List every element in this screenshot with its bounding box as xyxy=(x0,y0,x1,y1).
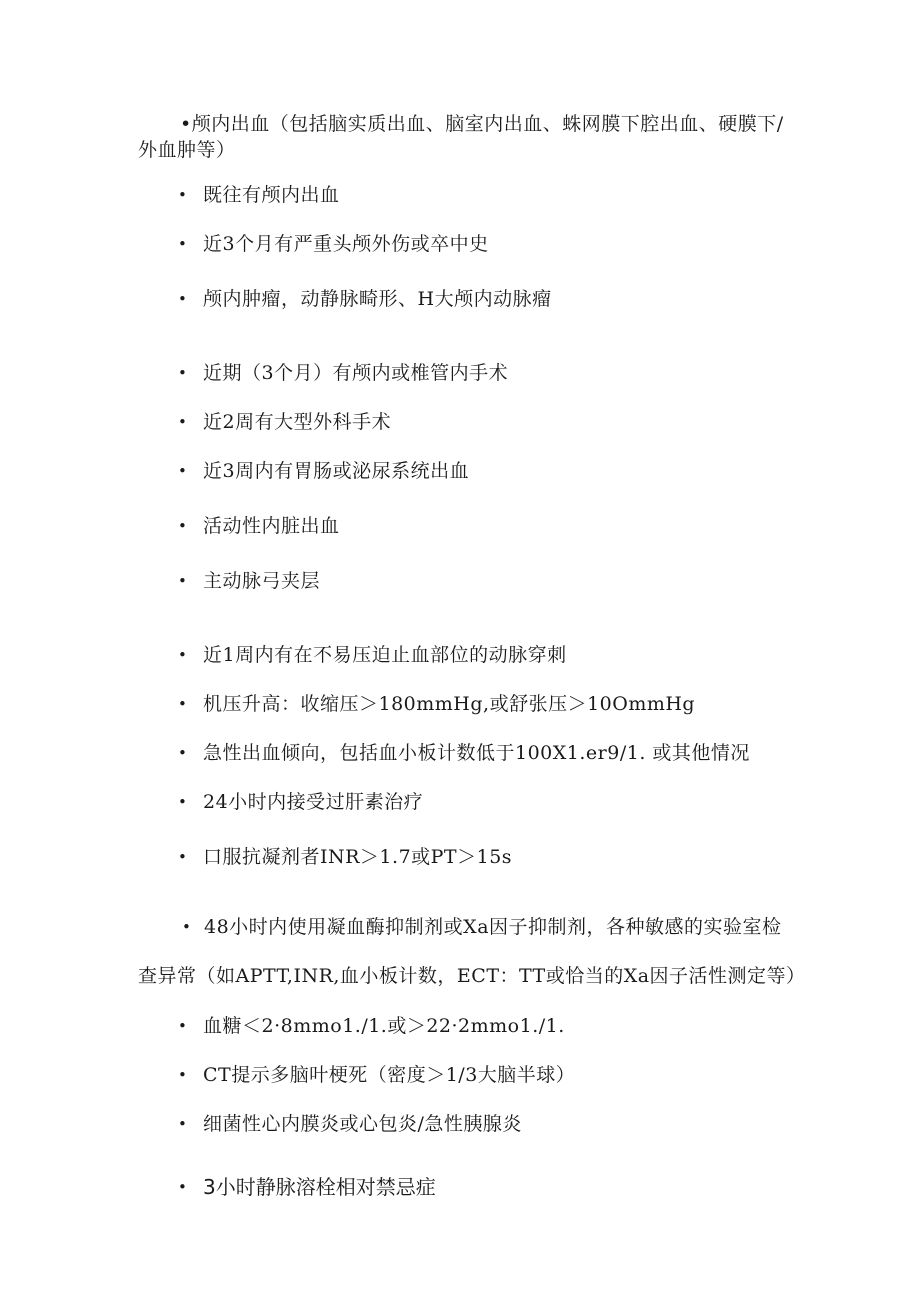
list-item-text: 活动性内脏出血 xyxy=(203,515,340,537)
long-item-text-1: 48小时内使用凝血酶抑制剂或Xa因子抑制剂，各种敏感的实验室检 xyxy=(204,916,782,938)
bullet-icon: • xyxy=(178,186,188,204)
bullet-icon: • xyxy=(178,1178,187,1196)
list-item-text: 急性出血倾向，包括血小板计数低于100X1.er9/1. 或其他情况 xyxy=(203,742,750,764)
list-item-text: 近3周内有胃肠或泌尿系统出血 xyxy=(203,460,470,482)
bullet-icon: • xyxy=(178,1115,188,1133)
list-item-text: CT提示多脑叶梗死（密度＞1/3大脑半球） xyxy=(203,1064,576,1086)
list-item-text: 主动脉弓夹层 xyxy=(203,570,321,592)
bullet-icon: • xyxy=(178,1066,188,1084)
list-item-text: 细菌性心内膜炎或心包炎/急性胰腺炎 xyxy=(203,1113,522,1135)
list-item-text: 既往有颅内出血 xyxy=(203,184,340,206)
bullet-icon: • xyxy=(178,695,188,713)
list-item-text: 血糖＜2·8mmo1./1.或＞22·2mmo1./1. xyxy=(203,1015,565,1037)
list-item-text: 近3个月有严重头颅外伤或卒中史 xyxy=(203,233,489,255)
intro-text-1: 颅内出血（包括脑实质出血、脑室内出血、蛛网膜下腔出血、硬膜下/ xyxy=(191,113,784,135)
bullet-icon: • xyxy=(178,235,188,253)
bullet-icon: • xyxy=(178,517,188,535)
list-item-text: 近1周内有在不易压迫止血部位的动脉穿刺 xyxy=(203,644,567,666)
bullet-icon: • xyxy=(178,1017,188,1035)
list-item-text: 24小时内接受过肝素治疗 xyxy=(203,791,424,813)
list-item-text: 近2周有大型外科手术 xyxy=(203,411,392,433)
bullet-icon: • xyxy=(178,793,188,811)
bullet-icon: • xyxy=(178,848,188,866)
list-item-text: 近期（3个月）有颅内或椎管内手术 xyxy=(203,362,509,384)
long-item-line-2: 查异常（如APTT,INR,血小板计数，ECT：TT或恰当的Xa因子活性测定等） xyxy=(138,965,806,987)
list-item-text: 颅内肿瘤，动静脉畸形、H大颅内动脉瘤 xyxy=(203,288,552,310)
bullet-icon: • xyxy=(178,572,188,590)
list-item-text: 机压升高：收缩压＞180mmHg,或舒张压＞10OmmHg xyxy=(203,693,696,715)
bullet-icon: • xyxy=(178,462,188,480)
intro-line-1 xyxy=(180,111,784,137)
bullet-icon: • xyxy=(182,918,192,936)
section-heading-text: 3小时静脉溶栓相对禁忌症 xyxy=(203,1175,436,1199)
list-item-text: 口服抗凝剂者INR＞1.7或PT＞15s xyxy=(203,846,513,868)
intro-line-2: 外血肿等） xyxy=(138,139,236,161)
bullet-icon: • xyxy=(178,290,188,308)
bullet-icon: • xyxy=(178,364,188,382)
bullet-icon: • xyxy=(178,413,188,431)
intro-bullet: • xyxy=(180,113,192,135)
bullet-icon: • xyxy=(178,744,188,762)
bullet-icon: • xyxy=(178,646,188,664)
